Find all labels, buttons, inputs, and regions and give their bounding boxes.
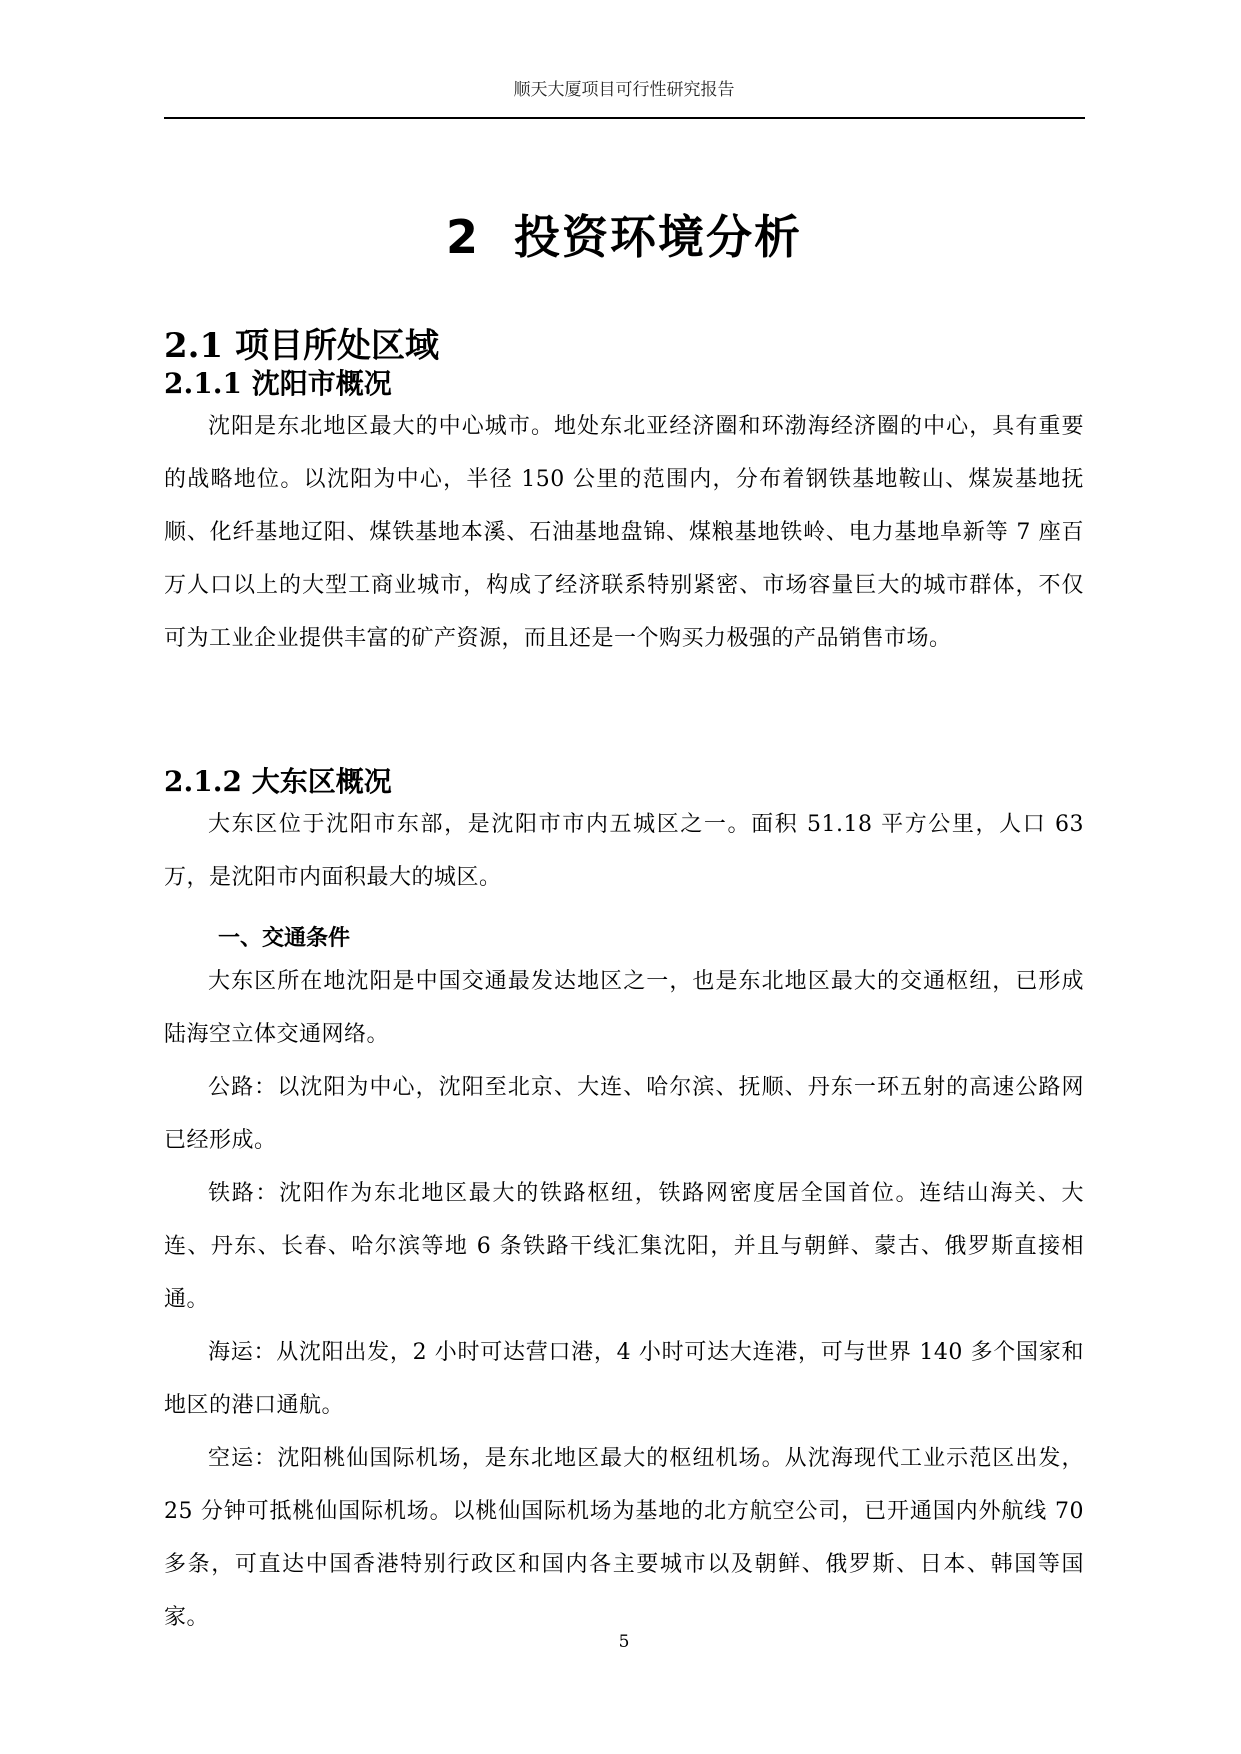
paragraph-shenyang-overview: 沈阳是东北地区最大的中心城市。地处东北亚经济圈和环渤海经济圈的中心，具有重要的战略地位。以沈阳为中心，半径 150 公里的范围内，分布着钢铁基地鞍山、煤炭基地抚顺、化纤基地辽阳、煤铁基地本溪、石油基地盘锦、煤粮基地铁岭、电力基地阜新等 7 座百万人口以上的大型工商业城市，构成了经济联系特别紧密、市场容量巨大的城市群体，不仅可为工业企业提供丰富的矿产资源，而且还是一个购买力极强的产品销售市场。 xyxy=(164,414,1084,651)
chapter-number: 2 xyxy=(445,210,480,264)
traffic-heading: 一、交通条件 xyxy=(218,926,351,951)
subsection-heading-shenyang: 2.1.1 沈阳市概况 xyxy=(164,367,392,400)
paragraph-highway: 公路：以沈阳为中心，沈阳至北京、大连、哈尔滨、抚顺、丹东一环五射的高速公路网已经形成。 xyxy=(164,1075,1084,1153)
section-heading: 2.1 项目所处区域 xyxy=(164,326,439,366)
page-number: 5 xyxy=(618,1632,630,1652)
paragraph-air: 空运：沈阳桃仙国际机场，是东北地区最大的枢纽机场。从沈海现代工业示范区出发，25 分钟可抵桃仙国际机场。以桃仙国际机场为基地的北方航空公司，已开通国内外航线 70 多条，可直达中国香港特别行政区和国内各主要城市以及朝鲜、俄罗斯、日本、韩国等国家。 xyxy=(164,1446,1084,1630)
paragraph-railway: 铁路：沈阳作为东北地区最大的铁路枢纽，铁路网密度居全国首位。连结山海关、大连、丹东、长春、哈尔滨等地 6 条铁路干线汇集沈阳，并且与朝鲜、蒙古、俄罗斯直接相通。 xyxy=(164,1181,1084,1312)
chapter-title-text: 投资环境分析 xyxy=(514,210,802,264)
subsection-heading-dadong: 2.1.2 大东区概况 xyxy=(164,765,392,798)
paragraph-traffic-intro: 大东区所在地沈阳是中国交通最发达地区之一，也是东北地区最大的交通枢纽，已形成陆海空立体交通网络。 xyxy=(164,969,1084,1047)
paragraph-shipping: 海运：从沈阳出发，2 小时可达营口港，4 小时可达大连港，可与世界 140 多个国家和地区的港口通航。 xyxy=(164,1340,1084,1418)
chapter-title xyxy=(164,205,1084,269)
paragraph-dadong-overview: 大东区位于沈阳市东部，是沈阳市市内五城区之一。面积 51.18 平方公里，人口 63 万，是沈阳市内面积最大的城区。 xyxy=(164,812,1084,890)
header-rule xyxy=(164,117,1085,119)
running-header: 顺天大厦项目可行性研究报告 xyxy=(513,80,735,100)
